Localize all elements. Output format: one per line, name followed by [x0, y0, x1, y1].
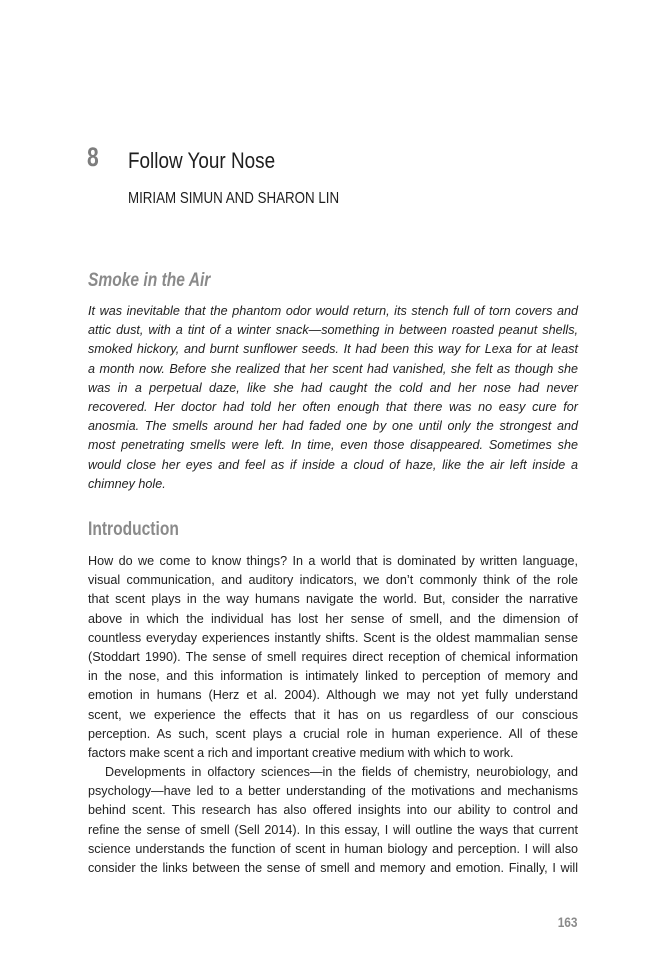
section-heading-smoke-in-the-air: Smoke in the Air — [88, 270, 211, 291]
narrative-line: smoked hickory, and burnt sunflower seeds. It had been this way for Lexa for at least — [88, 342, 578, 357]
narrative-line: a month now. Before she realized that her scent had vanished, she felt as though she — [88, 361, 578, 376]
chapter-title: Follow Your Nose — [128, 148, 276, 173]
section-heading-introduction: Introduction — [88, 519, 179, 540]
body-line: in the nose, and this information is intimately linked to perception of memory and — [88, 669, 578, 684]
body-line: countless everyday experiences instantly shifts. Scent is the oldest mammalian sense — [88, 630, 578, 645]
body-line: (Stoddart 1990). The sense of smell requires direct reception of chemical information — [88, 649, 578, 664]
body-line: above in which the individual has lost her sense of smell, and the dimension of — [88, 611, 578, 626]
introduction-paragraph-1 — [88, 552, 578, 763]
narrative-line: chimney hole. — [88, 476, 166, 491]
narrative-passage — [88, 302, 578, 494]
body-line: refine the sense of smell (Sell 2014). In this essay, I will outline the ways that current — [88, 822, 578, 837]
narrative-line: anosmia. The smells around her had faded one by one until only the strongest and — [88, 419, 578, 434]
body-line: scent, we experience the effects that it has on us regardless of our conscious — [88, 707, 578, 722]
body-line: psychology—have led to a better understanding of the motivations and mechanisms — [88, 784, 578, 799]
narrative-line: most penetrating smells were left. In time, even those disappeared. Sometimes she — [88, 438, 578, 453]
page-number: 163 — [558, 915, 578, 930]
body-line: perception. As such, scent plays a crucial role in human experience. All of these — [88, 726, 578, 741]
body-line: behind scent. This research has also offered insights into our ability to control and — [88, 803, 578, 818]
narrative-line: It was inevitable that the phantom odor would return, its stench full of torn covers and — [88, 304, 578, 318]
introduction-paragraph-2 — [88, 763, 578, 878]
body-line: visual communication, and auditory indicators, we don’t commonly think of the role — [88, 573, 578, 588]
body-line: Developments in olfactory sciences—in the fields of chemistry, neurobiology, and — [105, 765, 578, 779]
narrative-line: would close her eyes and feel as if inside a cloud of haze, like the air left inside a — [88, 457, 578, 472]
body-line: that scent plays in the way humans navigate the world. But, consider the narrative — [88, 592, 578, 607]
body-line: consider the links between the sense of smell and memory and emotion. Finally, I will — [88, 860, 578, 875]
narrative-line: attic dust, with a tint of a winter snack—something in between roasted peanut shells, — [88, 323, 578, 338]
chapter-number: 8 — [87, 142, 99, 172]
body-line: emotion in humans (Herz et al. 2004). Although we may not yet fully understand — [88, 688, 578, 703]
body-line: How do we come to know things? In a world that is dominated by written language, — [88, 554, 578, 568]
narrative-line: recovered. Her doctor had told her often enough that there was no easy cure for — [88, 399, 578, 414]
narrative-line: was in a perpetual daze, like she had caught the cold and her nose had never — [88, 380, 578, 395]
body-line: factors make scent a rich and important creative medium with which to work. — [88, 745, 514, 760]
chapter-authors: MIRIAM SIMUN AND SHARON LIN — [128, 190, 340, 207]
body-line: science understands the function of scent in human biology and perception. I will also — [88, 841, 578, 856]
